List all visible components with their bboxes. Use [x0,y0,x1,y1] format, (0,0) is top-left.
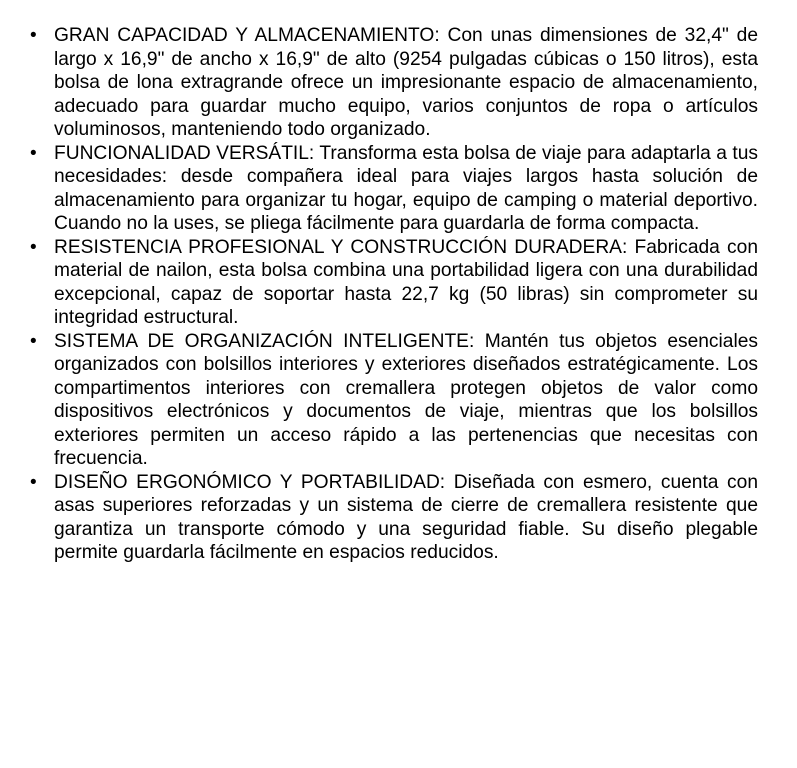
list-item-text: SISTEMA DE ORGANIZACIÓN INTELIGENTE: Mantén tus objetos esenciales organizados con bolsillos interiores y exteriores diseñados estratégicamente. Los compartimentos interiores con cremallera protegen objetos de valor como dispositivos electrónicos y documentos de viaje, mientras que los bolsillos exteriores permiten un acceso rápido a las pertenencias que necesitas con frecuencia. [54,330,758,469]
bullet-dot-icon: • [30,142,37,164]
list-item-ergonomics [28,471,758,565]
list-item-text: GRAN CAPACIDAD Y ALMACENAMIENTO: Con unas dimensiones de 32,4" de largo x 16,9" de ancho x 16,9" de alto (9254 pulgadas cúbicas o 150 litros), esta bolsa de lona extragrande ofrece un impresionante espacio de almacenamiento, adecuado para guardar mucho equipo, varios conjuntos de ropa o artículos voluminosos, manteniendo todo organizado. [54,25,758,140]
list-item-text: DISEÑO ERGONÓMICO Y PORTABILIDAD: Diseñada con esmero, cuenta con asas superiores reforzadas y un sistema de cierre de cremallera resistente que garantiza un transporte cómodo y una seguridad fiable. Su diseño plegable permite guardarla fácilmente en espacios reducidos. [54,471,758,563]
list-item-text: FUNCIONALIDAD VERSÁTIL: Transforma esta bolsa de viaje para adaptarla a tus necesidades: desde compañera ideal para viajes largos hasta solución de almacenamiento para organizar tu hogar, equipo de camping o material deportivo. Cuando no la uses, se pliega fácilmente para guardarla de forma compacta. [54,142,758,234]
bullet-dot-icon: • [30,330,37,352]
bullet-dot-icon: • [30,471,37,493]
bullet-dot-icon: • [30,236,37,258]
list-item-versatility [28,142,758,236]
list-item-text: RESISTENCIA PROFESIONAL Y CONSTRUCCIÓN DURADERA: Fabricada con material de nailon, esta bolsa combina una portabilidad ligera con una durabilidad excepcional, capaz de soportar hasta 22,7 kg (50 libras) sin comprometer su integridad estructural. [54,236,758,328]
list-item-durability [28,236,758,330]
bullet-dot-icon: • [30,25,37,46]
list-item-capacity [28,24,758,142]
feature-bullet-list [28,24,758,565]
list-item-organization [28,330,758,471]
document-body [28,24,758,565]
